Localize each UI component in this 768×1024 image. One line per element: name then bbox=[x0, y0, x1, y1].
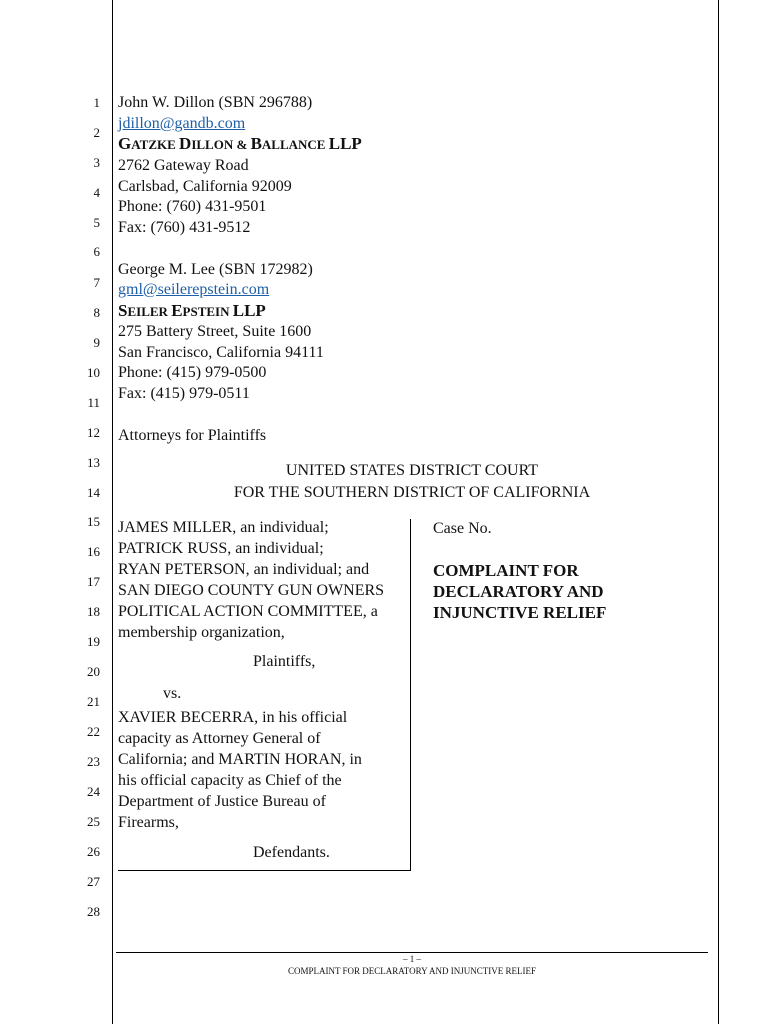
defendant-line: Department of Justice Bureau of bbox=[118, 793, 326, 810]
line-number: 1 bbox=[93, 95, 100, 110]
document-title-line: INJUNCTIVE RELIEF bbox=[433, 603, 607, 622]
line-number: 9 bbox=[93, 335, 100, 350]
line-number: 27 bbox=[87, 874, 100, 889]
caption-vertical-rule bbox=[410, 519, 411, 871]
counsel1-name: John W. Dillon (SBN 296788) bbox=[118, 94, 313, 111]
defendant-line: Firearms, bbox=[118, 814, 179, 831]
line-number: 2 bbox=[93, 125, 100, 140]
line-number: 22 bbox=[87, 724, 100, 739]
defendant-line: capacity as Attorney General of bbox=[118, 730, 321, 747]
counsel1-address1: 2762 Gateway Road bbox=[118, 157, 249, 174]
defendant-line: California; and MARTIN HORAN, in bbox=[118, 751, 362, 768]
line-number: 10 bbox=[87, 365, 100, 380]
line-number: 5 bbox=[93, 215, 100, 230]
line-number: 11 bbox=[87, 395, 100, 410]
line-number: 20 bbox=[87, 664, 100, 679]
line-number: 8 bbox=[93, 305, 100, 320]
counsel1-firm: GATZKE DILLON & BALLANCE LLP bbox=[118, 134, 362, 153]
counsel1-fax: Fax: (760) 431-9512 bbox=[118, 219, 251, 236]
plaintiff-line: PATRICK RUSS, an individual; bbox=[118, 540, 324, 557]
document-title-line: COMPLAINT FOR bbox=[433, 561, 579, 580]
line-number: 12 bbox=[87, 425, 100, 440]
counsel2-address2: San Francisco, California 94111 bbox=[118, 344, 324, 361]
defendant-line: XAVIER BECERRA, in his official bbox=[118, 709, 348, 726]
line-number: 4 bbox=[93, 185, 100, 200]
attorneys-for: Attorneys for Plaintiffs bbox=[118, 427, 267, 444]
footer-page-number: – 1 – bbox=[403, 954, 421, 964]
line-number: 28 bbox=[87, 904, 100, 919]
left-margin-rule bbox=[112, 0, 113, 1024]
line-number: 13 bbox=[87, 455, 100, 470]
line-number: 3 bbox=[93, 155, 100, 170]
line-number: 26 bbox=[87, 844, 100, 859]
line-number: 14 bbox=[87, 485, 100, 500]
plaintiffs-label: Plaintiffs, bbox=[253, 653, 316, 670]
plaintiff-line: JAMES MILLER, an individual; bbox=[118, 519, 329, 536]
counsel2-email-link[interactable]: gml@seilerepstein.com bbox=[118, 281, 270, 298]
counsel1-email-link[interactable]: jdillon@gandb.com bbox=[118, 115, 246, 132]
versus: vs. bbox=[163, 685, 182, 702]
line-number: 18 bbox=[87, 604, 100, 619]
line-number: 19 bbox=[87, 634, 100, 649]
plaintiff-line: RYAN PETERSON, an individual; and bbox=[118, 561, 370, 578]
line-number: 6 bbox=[93, 244, 100, 259]
right-margin-rule bbox=[718, 0, 719, 1024]
counsel2-firm: SEILER EPSTEIN LLP bbox=[118, 301, 266, 320]
footer-title: COMPLAINT FOR DECLARATORY AND INJUNCTIVE RELIEF bbox=[287, 966, 537, 976]
plaintiff-line: SAN DIEGO COUNTY GUN OWNERS bbox=[118, 582, 385, 599]
line-number: 23 bbox=[87, 754, 100, 769]
line-number: 25 bbox=[87, 814, 100, 829]
court-name: UNITED STATES DISTRICT COURT bbox=[285, 462, 539, 479]
caption-bottom-rule bbox=[118, 870, 411, 871]
counsel1-phone: Phone: (760) 431-9501 bbox=[118, 198, 267, 215]
document-title-line: DECLARATORY AND bbox=[433, 582, 604, 601]
counsel2-name: George M. Lee (SBN 172982) bbox=[118, 261, 313, 278]
line-number: 15 bbox=[87, 514, 100, 529]
plaintiff-line: membership organization, bbox=[118, 624, 285, 641]
line-number: 24 bbox=[87, 784, 100, 799]
counsel1-address2: Carlsbad, California 92009 bbox=[118, 178, 292, 195]
plaintiff-line: POLITICAL ACTION COMMITTEE, a bbox=[118, 603, 378, 620]
footer-rule bbox=[116, 952, 708, 953]
line-number: 7 bbox=[93, 275, 100, 290]
counsel2-phone: Phone: (415) 979-0500 bbox=[118, 364, 267, 381]
counsel2-fax: Fax: (415) 979-0511 bbox=[118, 385, 250, 402]
case-number-label: Case No. bbox=[433, 520, 492, 537]
line-number: 16 bbox=[87, 544, 100, 559]
court-district: FOR THE SOUTHERN DISTRICT OF CALIFORNIA bbox=[233, 484, 591, 501]
defendant-line: his official capacity as Chief of the bbox=[118, 772, 342, 789]
line-number: 17 bbox=[87, 574, 100, 589]
defendants-label: Defendants. bbox=[253, 844, 330, 861]
line-number: 21 bbox=[87, 694, 100, 709]
counsel2-address1: 275 Battery Street, Suite 1600 bbox=[118, 323, 312, 340]
